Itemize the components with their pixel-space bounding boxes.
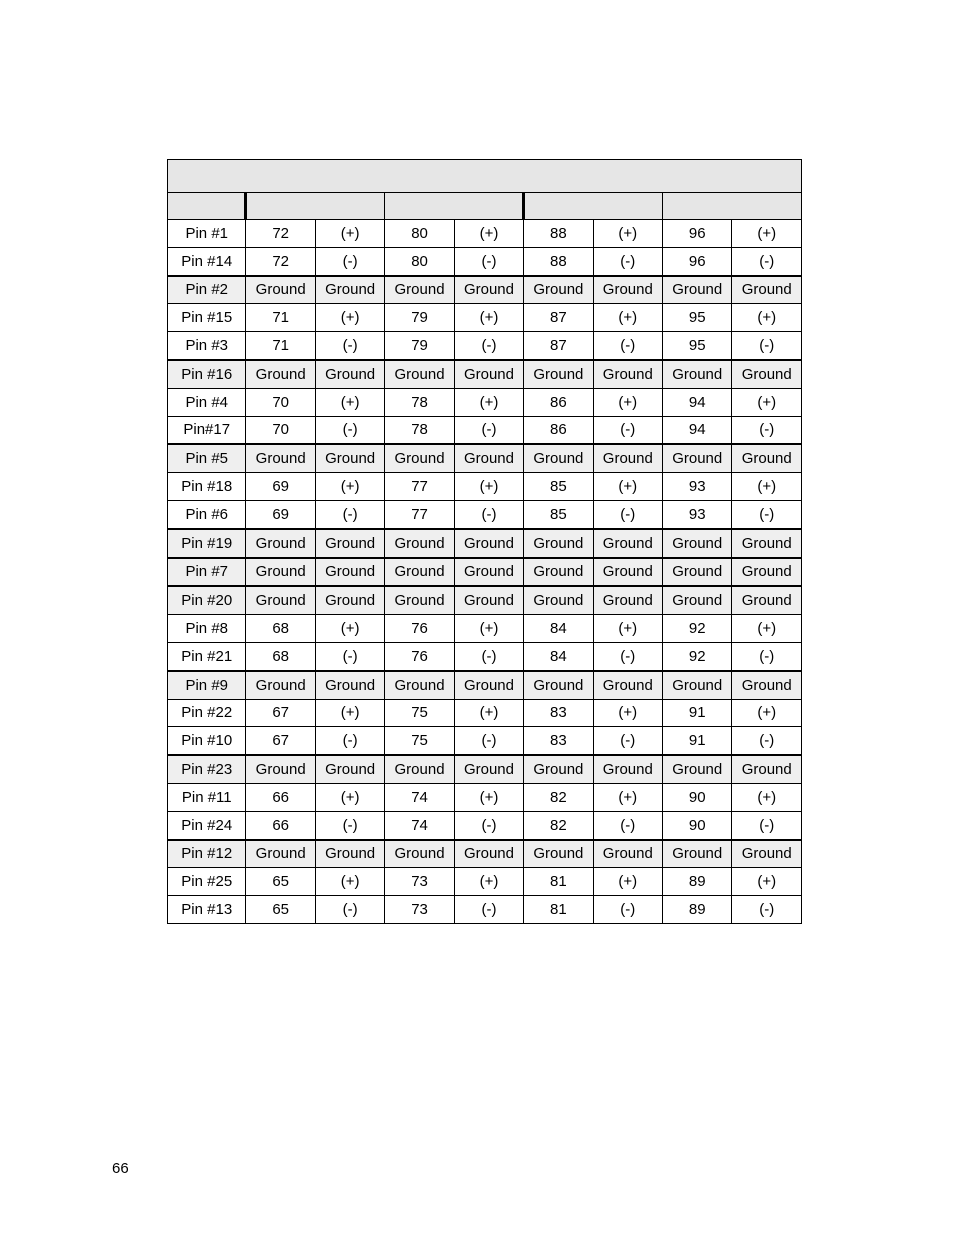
- channel-cell: 84: [524, 615, 593, 643]
- polarity-cell: (-): [593, 811, 662, 839]
- polarity-cell: (+): [732, 304, 802, 332]
- polarity-cell: (-): [732, 811, 802, 839]
- channel-cell: 87: [524, 332, 593, 360]
- polarity-cell: (+): [593, 304, 662, 332]
- polarity-cell: Ground: [732, 840, 802, 868]
- channel-cell: Ground: [663, 444, 732, 472]
- table-row: [168, 615, 802, 643]
- polarity-cell: (+): [315, 615, 384, 643]
- table-row: [168, 727, 802, 755]
- table-row: [168, 304, 802, 332]
- polarity-cell: Ground: [454, 529, 523, 558]
- channel-cell: 86: [524, 416, 593, 444]
- channel-cell: 85: [524, 500, 593, 528]
- polarity-cell: Ground: [454, 755, 523, 783]
- polarity-cell: Ground: [732, 586, 802, 614]
- channel-cell: Ground: [524, 586, 593, 614]
- header-cell-group-4: [663, 193, 802, 220]
- header-cell-group-3: [524, 193, 663, 220]
- polarity-cell: (+): [593, 699, 662, 727]
- table-row: [168, 500, 802, 528]
- channel-cell: Ground: [663, 529, 732, 558]
- polarity-cell: (+): [593, 783, 662, 811]
- channel-cell: Ground: [663, 276, 732, 304]
- polarity-cell: (-): [454, 416, 523, 444]
- channel-cell: 74: [385, 783, 454, 811]
- channel-cell: 79: [385, 332, 454, 360]
- polarity-cell: (+): [454, 868, 523, 896]
- polarity-cell: (-): [593, 500, 662, 528]
- polarity-cell: (+): [315, 304, 384, 332]
- channel-cell: 77: [385, 500, 454, 528]
- table-row: [168, 558, 802, 587]
- channel-cell: 70: [246, 416, 315, 444]
- polarity-cell: Ground: [593, 840, 662, 868]
- polarity-cell: (+): [593, 868, 662, 896]
- polarity-cell: (-): [732, 332, 802, 360]
- channel-cell: 77: [385, 473, 454, 501]
- channel-cell: Ground: [524, 755, 593, 783]
- channel-cell: 81: [524, 896, 593, 924]
- channel-cell: Ground: [246, 840, 315, 868]
- polarity-cell: Ground: [315, 755, 384, 783]
- channel-cell: 96: [663, 247, 732, 275]
- polarity-cell: Ground: [315, 276, 384, 304]
- channel-cell: 68: [246, 642, 315, 670]
- polarity-cell: (+): [315, 388, 384, 416]
- polarity-cell: Ground: [454, 276, 523, 304]
- channel-cell: 68: [246, 615, 315, 643]
- channel-cell: Ground: [385, 755, 454, 783]
- channel-cell: 81: [524, 868, 593, 896]
- channel-cell: 89: [663, 896, 732, 924]
- polarity-cell: (+): [315, 220, 384, 248]
- polarity-cell: (-): [315, 247, 384, 275]
- table-row: [168, 642, 802, 670]
- table-row: [168, 586, 802, 614]
- channel-cell: 65: [246, 896, 315, 924]
- polarity-cell: (-): [593, 727, 662, 755]
- channel-cell: 75: [385, 699, 454, 727]
- pin-label-cell: Pin #13: [168, 896, 246, 924]
- polarity-cell: Ground: [593, 360, 662, 388]
- polarity-cell: Ground: [593, 586, 662, 614]
- pin-label-cell: Pin #9: [168, 671, 246, 699]
- channel-cell: Ground: [385, 840, 454, 868]
- pin-label-cell: Pin #25: [168, 868, 246, 896]
- pin-label-cell: Pin #5: [168, 444, 246, 472]
- pin-label-cell: Pin #8: [168, 615, 246, 643]
- channel-cell: 91: [663, 699, 732, 727]
- polarity-cell: (-): [454, 500, 523, 528]
- channel-cell: 76: [385, 642, 454, 670]
- table-row: [168, 671, 802, 699]
- header-cell-pin: [168, 193, 246, 220]
- polarity-cell: Ground: [593, 558, 662, 587]
- polarity-cell: (+): [454, 220, 523, 248]
- channel-cell: Ground: [524, 840, 593, 868]
- polarity-cell: (-): [454, 896, 523, 924]
- channel-cell: 72: [246, 247, 315, 275]
- channel-cell: 80: [385, 247, 454, 275]
- channel-cell: 92: [663, 615, 732, 643]
- channel-cell: 95: [663, 332, 732, 360]
- polarity-cell: Ground: [315, 444, 384, 472]
- polarity-cell: Ground: [315, 360, 384, 388]
- polarity-cell: (+): [732, 868, 802, 896]
- polarity-cell: (-): [732, 642, 802, 670]
- page-number: 66: [112, 1160, 129, 1177]
- channel-cell: 93: [663, 473, 732, 501]
- polarity-cell: Ground: [593, 755, 662, 783]
- channel-cell: 85: [524, 473, 593, 501]
- channel-cell: Ground: [663, 671, 732, 699]
- channel-cell: 73: [385, 896, 454, 924]
- pin-label-cell: Pin #12: [168, 840, 246, 868]
- channel-cell: 69: [246, 473, 315, 501]
- polarity-cell: (+): [315, 783, 384, 811]
- polarity-cell: (-): [732, 416, 802, 444]
- polarity-cell: (+): [315, 473, 384, 501]
- polarity-cell: (-): [454, 811, 523, 839]
- polarity-cell: (-): [454, 642, 523, 670]
- pin-label-cell: Pin #2: [168, 276, 246, 304]
- table-row: [168, 529, 802, 558]
- polarity-cell: (+): [315, 699, 384, 727]
- channel-cell: 72: [246, 220, 315, 248]
- polarity-cell: Ground: [732, 558, 802, 587]
- channel-cell: 94: [663, 388, 732, 416]
- polarity-cell: Ground: [593, 529, 662, 558]
- polarity-cell: (+): [454, 699, 523, 727]
- pin-label-cell: Pin #16: [168, 360, 246, 388]
- polarity-cell: Ground: [593, 444, 662, 472]
- channel-cell: Ground: [246, 529, 315, 558]
- pin-label-cell: Pin #23: [168, 755, 246, 783]
- table-row: [168, 755, 802, 783]
- channel-cell: Ground: [385, 360, 454, 388]
- table-row: [168, 868, 802, 896]
- channel-cell: Ground: [663, 840, 732, 868]
- polarity-cell: (+): [732, 220, 802, 248]
- table-row: [168, 220, 802, 248]
- channel-cell: 74: [385, 811, 454, 839]
- polarity-cell: (-): [732, 500, 802, 528]
- polarity-cell: Ground: [454, 586, 523, 614]
- polarity-cell: (-): [732, 896, 802, 924]
- channel-cell: Ground: [246, 444, 315, 472]
- polarity-cell: Ground: [593, 276, 662, 304]
- polarity-cell: (-): [593, 247, 662, 275]
- polarity-cell: (+): [593, 388, 662, 416]
- table-header-row: [168, 193, 802, 220]
- table-row: [168, 840, 802, 868]
- polarity-cell: (+): [454, 473, 523, 501]
- polarity-cell: (+): [454, 783, 523, 811]
- polarity-cell: (-): [593, 896, 662, 924]
- channel-cell: 91: [663, 727, 732, 755]
- pin-label-cell: Pin #14: [168, 247, 246, 275]
- channel-cell: 79: [385, 304, 454, 332]
- table-row: [168, 444, 802, 472]
- channel-cell: Ground: [524, 360, 593, 388]
- polarity-cell: (-): [315, 811, 384, 839]
- polarity-cell: (+): [454, 388, 523, 416]
- channel-cell: 87: [524, 304, 593, 332]
- pin-label-cell: Pin #4: [168, 388, 246, 416]
- polarity-cell: (-): [315, 896, 384, 924]
- channel-cell: 96: [663, 220, 732, 248]
- channel-cell: 66: [246, 783, 315, 811]
- channel-cell: 75: [385, 727, 454, 755]
- polarity-cell: Ground: [732, 444, 802, 472]
- polarity-cell: (+): [315, 868, 384, 896]
- channel-cell: 93: [663, 500, 732, 528]
- polarity-cell: Ground: [315, 529, 384, 558]
- channel-cell: Ground: [246, 755, 315, 783]
- channel-cell: Ground: [385, 558, 454, 587]
- polarity-cell: (-): [593, 332, 662, 360]
- polarity-cell: (-): [454, 727, 523, 755]
- channel-cell: 89: [663, 868, 732, 896]
- channel-cell: Ground: [246, 558, 315, 587]
- polarity-cell: Ground: [732, 276, 802, 304]
- channel-cell: 90: [663, 783, 732, 811]
- table-row: [168, 416, 802, 444]
- channel-cell: Ground: [385, 276, 454, 304]
- channel-cell: Ground: [524, 444, 593, 472]
- table-title-row: [168, 160, 802, 193]
- channel-cell: 71: [246, 332, 315, 360]
- channel-cell: Ground: [663, 558, 732, 587]
- polarity-cell: (-): [732, 247, 802, 275]
- channel-cell: 80: [385, 220, 454, 248]
- table-title: [168, 160, 802, 193]
- header-cell-group-2: [385, 193, 524, 220]
- channel-cell: Ground: [246, 360, 315, 388]
- pin-label-cell: Pin#17: [168, 416, 246, 444]
- polarity-cell: (+): [732, 615, 802, 643]
- table-row: [168, 783, 802, 811]
- pin-assignment-table: [167, 159, 802, 924]
- polarity-cell: (+): [732, 388, 802, 416]
- pin-label-cell: Pin #3: [168, 332, 246, 360]
- table-row: [168, 896, 802, 924]
- table-row: [168, 247, 802, 275]
- polarity-cell: Ground: [454, 558, 523, 587]
- channel-cell: 78: [385, 388, 454, 416]
- polarity-cell: (+): [454, 304, 523, 332]
- polarity-cell: (+): [732, 473, 802, 501]
- pin-label-cell: Pin #24: [168, 811, 246, 839]
- polarity-cell: (+): [593, 220, 662, 248]
- channel-cell: Ground: [246, 276, 315, 304]
- pin-label-cell: Pin #22: [168, 699, 246, 727]
- channel-cell: Ground: [246, 671, 315, 699]
- channel-cell: 88: [524, 247, 593, 275]
- polarity-cell: Ground: [454, 671, 523, 699]
- pin-label-cell: Pin #21: [168, 642, 246, 670]
- channel-cell: 73: [385, 868, 454, 896]
- polarity-cell: Ground: [454, 360, 523, 388]
- channel-cell: 82: [524, 783, 593, 811]
- channel-cell: Ground: [524, 558, 593, 587]
- polarity-cell: Ground: [732, 360, 802, 388]
- channel-cell: 67: [246, 699, 315, 727]
- polarity-cell: Ground: [732, 755, 802, 783]
- channel-cell: Ground: [663, 586, 732, 614]
- polarity-cell: (-): [315, 332, 384, 360]
- channel-cell: 83: [524, 699, 593, 727]
- polarity-cell: Ground: [454, 444, 523, 472]
- polarity-cell: (-): [315, 500, 384, 528]
- table-row: [168, 699, 802, 727]
- pin-label-cell: Pin #6: [168, 500, 246, 528]
- channel-cell: Ground: [385, 586, 454, 614]
- polarity-cell: Ground: [315, 558, 384, 587]
- channel-cell: Ground: [663, 755, 732, 783]
- pin-label-cell: Pin #19: [168, 529, 246, 558]
- pin-label-cell: Pin #10: [168, 727, 246, 755]
- pin-label-cell: Pin #18: [168, 473, 246, 501]
- polarity-cell: (-): [454, 247, 523, 275]
- pin-label-cell: Pin #20: [168, 586, 246, 614]
- header-cell-group-1: [246, 193, 385, 220]
- channel-cell: 76: [385, 615, 454, 643]
- table-row: [168, 360, 802, 388]
- channel-cell: 90: [663, 811, 732, 839]
- polarity-cell: (-): [454, 332, 523, 360]
- polarity-cell: Ground: [315, 840, 384, 868]
- channel-cell: Ground: [524, 671, 593, 699]
- pin-label-cell: Pin #1: [168, 220, 246, 248]
- pin-label-cell: Pin #15: [168, 304, 246, 332]
- channel-cell: 78: [385, 416, 454, 444]
- polarity-cell: (-): [593, 642, 662, 670]
- channel-cell: 94: [663, 416, 732, 444]
- polarity-cell: Ground: [315, 671, 384, 699]
- table-row: [168, 811, 802, 839]
- channel-cell: Ground: [385, 444, 454, 472]
- channel-cell: Ground: [385, 529, 454, 558]
- channel-cell: Ground: [663, 360, 732, 388]
- pin-label-cell: Pin #7: [168, 558, 246, 587]
- polarity-cell: Ground: [732, 671, 802, 699]
- channel-cell: 65: [246, 868, 315, 896]
- polarity-cell: Ground: [732, 529, 802, 558]
- polarity-cell: Ground: [593, 671, 662, 699]
- channel-cell: 70: [246, 388, 315, 416]
- channel-cell: Ground: [385, 671, 454, 699]
- channel-cell: Ground: [524, 529, 593, 558]
- polarity-cell: (+): [593, 615, 662, 643]
- table-row: [168, 332, 802, 360]
- channel-cell: 88: [524, 220, 593, 248]
- polarity-cell: (+): [732, 699, 802, 727]
- channel-cell: 84: [524, 642, 593, 670]
- polarity-cell: (+): [732, 783, 802, 811]
- pin-label-cell: Pin #11: [168, 783, 246, 811]
- channel-cell: Ground: [524, 276, 593, 304]
- channel-cell: 66: [246, 811, 315, 839]
- table-row: [168, 388, 802, 416]
- channel-cell: 83: [524, 727, 593, 755]
- polarity-cell: (+): [593, 473, 662, 501]
- polarity-cell: (-): [315, 416, 384, 444]
- channel-cell: 86: [524, 388, 593, 416]
- polarity-cell: Ground: [315, 586, 384, 614]
- channel-cell: 71: [246, 304, 315, 332]
- polarity-cell: (-): [732, 727, 802, 755]
- channel-cell: 82: [524, 811, 593, 839]
- table-row: [168, 276, 802, 304]
- channel-cell: 69: [246, 500, 315, 528]
- polarity-cell: (-): [315, 727, 384, 755]
- table-row: [168, 473, 802, 501]
- polarity-cell: (-): [593, 416, 662, 444]
- polarity-cell: Ground: [454, 840, 523, 868]
- channel-cell: 95: [663, 304, 732, 332]
- channel-cell: 92: [663, 642, 732, 670]
- polarity-cell: (+): [454, 615, 523, 643]
- channel-cell: 67: [246, 727, 315, 755]
- polarity-cell: (-): [315, 642, 384, 670]
- channel-cell: Ground: [246, 586, 315, 614]
